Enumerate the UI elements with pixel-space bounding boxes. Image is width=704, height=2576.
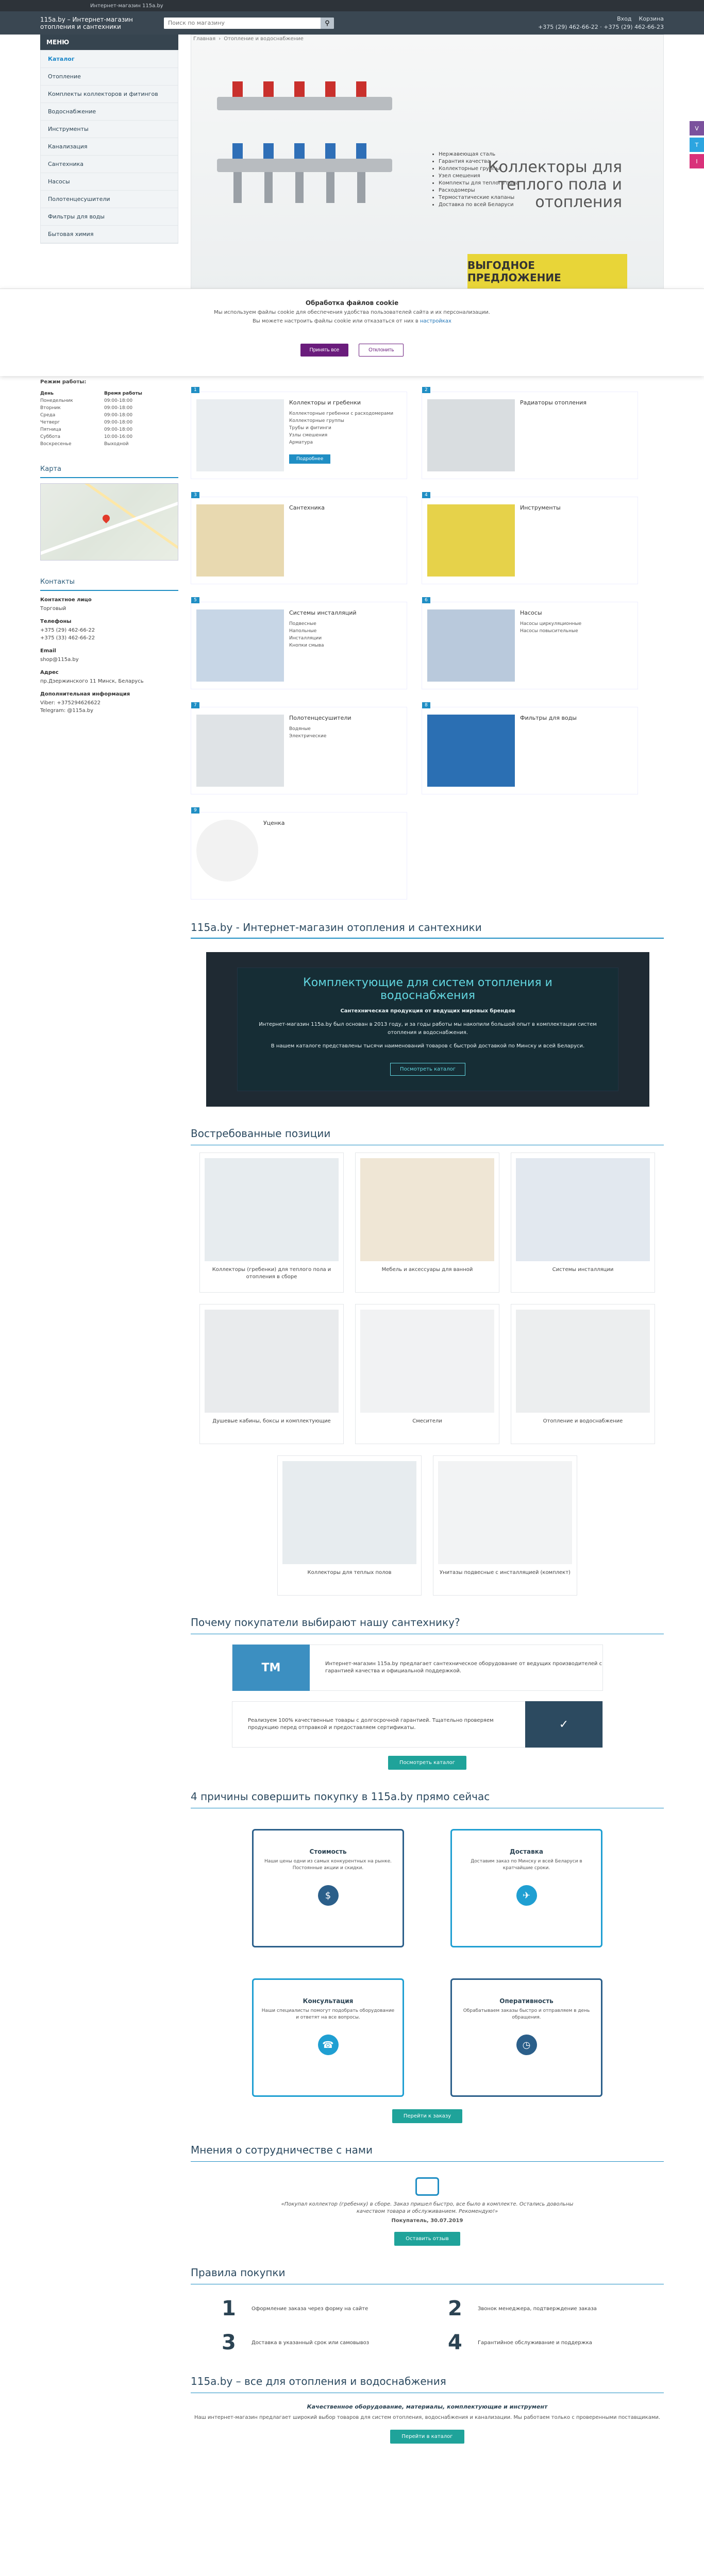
- product-feature[interactable]: Кнопки смыва: [289, 643, 324, 648]
- popular-label[interactable]: Унитазы подвесные с инсталляцией (комплект): [440, 1570, 571, 1575]
- cart-link[interactable]: Корзина: [639, 15, 664, 22]
- rule-number: 1: [222, 2297, 236, 2320]
- reason-title: Консультация: [303, 1997, 354, 2005]
- product-title[interactable]: Фильтры для воды: [520, 715, 577, 721]
- contacts-title: Контакты: [40, 574, 178, 591]
- product-card[interactable]: [191, 703, 407, 794]
- hours-day: Четверг: [40, 420, 60, 425]
- popular-item[interactable]: [355, 1153, 499, 1293]
- hours-time: 09:00-18:00: [104, 405, 133, 411]
- cookie-accept-button[interactable]: Принять все: [300, 344, 349, 357]
- popular-item[interactable]: [511, 1153, 655, 1293]
- product-feature[interactable]: Инсталляции: [289, 636, 322, 641]
- reasons-order-button[interactable]: Перейти к заказу: [392, 2109, 462, 2123]
- hours-table: [40, 390, 178, 448]
- sidebar-item-heating[interactable]: Отопление: [41, 68, 178, 86]
- product-number: 3: [191, 492, 199, 498]
- reason-text: Наши специалисты помогут подобрать оборудование и ответят на все вопросы.: [261, 2008, 395, 2020]
- reason-text: Наши цены одни из самых конкурентных на рынке. Постоянные акции и скидки.: [264, 1859, 392, 1871]
- product-title[interactable]: Коллекторы и гребенки: [289, 399, 361, 406]
- popular-image: [282, 1461, 416, 1564]
- rule-number: 4: [448, 2331, 462, 2354]
- hero-text-1: Интернет-магазин 115a.by был основан в 2013 году, и за годы работы мы накопили большой опыт в комплектации систем отопления и водоснабжения.: [259, 1022, 597, 1036]
- cookie-text: Мы используем файлы cookie для обеспечения удобства пользователей сайта и их персонализации.: [214, 310, 490, 315]
- why-catalog-button[interactable]: Посмотреть каталог: [388, 1756, 466, 1770]
- product-card[interactable]: [191, 598, 407, 689]
- product-title[interactable]: Инструменты: [520, 504, 561, 511]
- final-heading: Качественное оборудование, материалы, комплектующие и инструмент: [307, 2403, 548, 2410]
- rule-text: Гарантийное обслуживание и поддержка: [478, 2340, 592, 2346]
- product-feature[interactable]: Насосы повысительные: [520, 629, 578, 634]
- product-number: 1: [191, 387, 199, 393]
- rule-item: [448, 2297, 633, 2320]
- sidebar-item-towel[interactable]: Полотенцесушители: [41, 191, 178, 208]
- contacts-block: [40, 574, 178, 715]
- reason-title: Стоимость: [309, 1848, 347, 1855]
- menu-header[interactable]: МЕНЮ: [40, 35, 178, 50]
- map[interactable]: [40, 483, 178, 561]
- breadcrumb-separator: ›: [219, 36, 221, 42]
- speech-bubble-icon: [415, 2177, 439, 2196]
- sidebar-item-plumbing[interactable]: Сантехника: [41, 156, 178, 173]
- cookie-link-text: Вы можете настроить файлы cookie или отказаться от них в: [253, 318, 418, 324]
- phone-2[interactable]: +375 (33) 462-66-22: [40, 635, 95, 641]
- email-link[interactable]: shop@115a.by: [40, 657, 79, 663]
- header-phones[interactable]: +375 (29) 462-66-22 · +375 (29) 462-66-23: [538, 23, 664, 30]
- product-number: 5: [191, 597, 199, 603]
- viber-link[interactable]: Viber: +375294626622: [40, 700, 101, 706]
- product-number: 7: [191, 702, 199, 708]
- about-title: 115a.by - Интернет-магазин отопления и сантехники: [191, 917, 664, 939]
- product-feature[interactable]: Напольные: [289, 629, 317, 634]
- rule-number: 2: [448, 2297, 462, 2320]
- product-number: 9: [191, 807, 199, 814]
- address-label: Адрес: [40, 670, 59, 675]
- sidebar-item-kits[interactable]: Комплекты коллекторов и фитингов: [41, 86, 178, 103]
- header-right: [538, 15, 664, 31]
- sidebar-item-tools[interactable]: Инструменты: [41, 121, 178, 138]
- product-feature[interactable]: Арматура: [289, 440, 313, 445]
- hours-day: Понедельник: [40, 398, 73, 403]
- reason-text: Обрабатываем заказы быстро и отправляем в день обращения.: [463, 2008, 590, 2020]
- product-card[interactable]: [422, 703, 638, 794]
- map-pin-icon[interactable]: [101, 513, 111, 523]
- topbar: [0, 0, 704, 11]
- popular-item[interactable]: [433, 1455, 577, 1596]
- map-title: Карта: [40, 461, 178, 478]
- popular-item[interactable]: [199, 1153, 344, 1293]
- reason-card: [450, 1829, 602, 1947]
- reason-title: Оперативность: [499, 1997, 554, 2005]
- login-link[interactable]: Вход: [617, 15, 632, 22]
- rules-grid: [222, 2297, 633, 2354]
- reason-card: [252, 1978, 404, 2097]
- popular-label[interactable]: Коллекторы для теплых полов: [307, 1570, 392, 1575]
- popular-label[interactable]: Смесители: [412, 1418, 442, 1424]
- hours-time: 10:00-16:00: [104, 434, 133, 439]
- popular-label[interactable]: Отопление и водоснабжение: [543, 1418, 623, 1424]
- rule-item: [222, 2331, 407, 2354]
- product-feature[interactable]: Узлы смешения: [289, 433, 328, 438]
- product-image: [196, 504, 284, 577]
- why-card: [232, 1645, 603, 1691]
- product-card[interactable]: [191, 493, 407, 584]
- hours-title: Режим работы:: [40, 379, 87, 385]
- banner-feature: • Расходомеры: [439, 187, 519, 194]
- popular-image: [205, 1310, 339, 1413]
- review-block: [273, 2177, 582, 2246]
- about-hero: [206, 952, 649, 1107]
- breadcrumb-home[interactable]: Главная: [193, 36, 216, 42]
- product-image: [427, 399, 515, 471]
- rule-number: 3: [222, 2331, 236, 2354]
- category-list: [40, 50, 178, 244]
- product-card[interactable]: [422, 598, 638, 689]
- banner-feature: • Доставка по всей Беларуси: [439, 201, 519, 209]
- product-card[interactable]: [422, 387, 638, 479]
- product-card[interactable]: [422, 493, 638, 584]
- popular-item[interactable]: [511, 1304, 655, 1444]
- breadcrumb-current[interactable]: Отопление и водоснабжение: [224, 36, 304, 42]
- popular-image: [205, 1158, 339, 1261]
- contact-person: Торговый: [40, 606, 66, 612]
- rule-item: [222, 2297, 407, 2320]
- cookie-banner: [0, 289, 704, 376]
- search-input[interactable]: [164, 18, 321, 29]
- catalog-label[interactable]: Каталог: [41, 50, 178, 68]
- money-icon: $: [318, 1885, 339, 1906]
- product-card[interactable]: [191, 387, 407, 479]
- sidebar-item-water[interactable]: Водоснабжение: [41, 103, 178, 121]
- product-feature[interactable]: Коллекторные гребенки с расходомерами: [289, 411, 394, 416]
- product-number: 2: [422, 387, 430, 393]
- hero-text-2: В нашем каталоге представлены тысячи наименований товаров с быстрой доставкой по Минску и всей Беларуси.: [271, 1043, 585, 1049]
- product-title[interactable]: Радиаторы отопления: [520, 399, 586, 406]
- popular-grid: [191, 1153, 664, 1596]
- manifold-image: [207, 66, 403, 231]
- contact-person-label: Контактное лицо: [40, 597, 92, 603]
- product-image: [427, 715, 515, 787]
- hero-title: Комплектующие для систем отопления и водоснабжения: [303, 976, 552, 1002]
- tm-icon: TM: [232, 1645, 310, 1691]
- review-title: Мнения о сотрудничестве с нами: [191, 2139, 664, 2162]
- product-number: 6: [422, 597, 430, 603]
- product-title[interactable]: Насосы: [520, 609, 542, 616]
- product-image: [196, 820, 258, 882]
- hours-time: Выходной: [104, 442, 129, 447]
- topbar-left: Интернет-магазин 115a.by: [90, 3, 163, 9]
- popular-label[interactable]: Душевые кабины, боксы и комплектующие: [212, 1418, 331, 1424]
- hours-day: Вторник: [40, 405, 61, 411]
- hours-head-time: Время работы: [104, 391, 142, 396]
- popular-title: Востребованные позиции: [191, 1122, 664, 1145]
- search-button[interactable]: [321, 18, 334, 29]
- banner-offer-button[interactable]: ВЫГОДНОЕ ПРЕДЛОЖЕНИЕ: [467, 254, 627, 289]
- product-feature[interactable]: Насосы циркуляционные: [520, 621, 582, 626]
- final-title: 115a.by – все для отопления и водоснабжения: [191, 2370, 664, 2393]
- popular-image: [438, 1461, 572, 1564]
- reason-text: Доставим заказ по Минску и всей Беларуси в кратчайшие сроки.: [471, 1859, 582, 1871]
- hours-day: Воскресенье: [40, 442, 72, 447]
- reasons-grid: [252, 1829, 602, 2097]
- popular-item[interactable]: [277, 1455, 422, 1596]
- final-text: Наш интернет-магазин предлагает широкий выбор товаров для систем отопления, водоснабжения и канализации. Мы работаем только с проверенными поставщиками.: [194, 2415, 661, 2420]
- final-catalog-button[interactable]: Перейти в каталог: [390, 2430, 464, 2444]
- product-image: [196, 715, 284, 787]
- hours-day: Суббота: [40, 434, 60, 439]
- telegram-icon[interactable]: T: [690, 138, 704, 152]
- hours-day: Пятница: [40, 427, 61, 432]
- popular-image: [516, 1158, 650, 1261]
- banner-feature: • Гарантия качества: [439, 158, 519, 165]
- product-feature[interactable]: Электрические: [289, 734, 327, 739]
- product-image: [427, 504, 515, 577]
- viber-icon[interactable]: V: [690, 121, 704, 135]
- sidebar-item-filters[interactable]: Фильтры для воды: [41, 208, 178, 226]
- cookie-decline-button[interactable]: Отклонить: [359, 344, 404, 357]
- extra-label: Дополнительная информация: [40, 691, 130, 697]
- product-feature[interactable]: Трубы и фитинги: [289, 426, 331, 431]
- email-label: Email: [40, 648, 56, 654]
- why-text-2: Реализуем 100% качественные товары с долгосрочной гарантией. Тщательно проверяем продукцию перед отправкой и предоставляем сертификаты.: [248, 1718, 494, 1731]
- telegram-link[interactable]: Telegram: @115a.by: [40, 708, 94, 714]
- banner-feature: • Коллекторные группы: [439, 165, 519, 173]
- final-block: [191, 2403, 664, 2444]
- main: [191, 35, 664, 292]
- popular-image: [360, 1310, 494, 1413]
- product-title[interactable]: Уценка: [263, 820, 285, 826]
- popular-item[interactable]: [355, 1304, 499, 1444]
- rule-text: Звонок менеджера, подтверждение заказа: [478, 2306, 597, 2312]
- product-more-button[interactable]: Подробнее: [289, 454, 330, 464]
- banner-feature: • Комплекты для теплого пола: [439, 180, 519, 187]
- cookie-settings-link[interactable]: настройках: [420, 318, 451, 324]
- hero-catalog-button[interactable]: Посмотреть каталог: [390, 1063, 465, 1076]
- search-box: [164, 18, 334, 29]
- reason-card: [252, 1829, 404, 1947]
- header: [0, 11, 704, 35]
- product-card[interactable]: [191, 808, 407, 900]
- product-image: [196, 399, 284, 471]
- product-feature[interactable]: Коллекторные группы: [289, 418, 344, 423]
- product-feature[interactable]: Водяные: [289, 726, 311, 732]
- review-button[interactable]: Оставить отзыв: [394, 2232, 460, 2246]
- shield-icon: ✓: [525, 1701, 602, 1748]
- social-bar: [690, 121, 704, 171]
- rule-item: [448, 2331, 633, 2354]
- phones-label: Телефоны: [40, 619, 72, 624]
- reason-title: Доставка: [510, 1848, 543, 1855]
- clock-icon: ◷: [516, 2035, 537, 2055]
- product-grid: [191, 387, 664, 2444]
- banner-title: Коллекторы для теплого пола и отопления: [488, 158, 622, 211]
- product-title[interactable]: Полотенцесушители: [289, 715, 351, 721]
- product-title[interactable]: Системы инсталляций: [289, 609, 357, 616]
- search-icon: ⚲: [325, 19, 330, 27]
- breadcrumb: [193, 36, 304, 42]
- popular-label[interactable]: Коллекторы (гребенки) для теплого пола и отопления в сборе: [212, 1267, 331, 1280]
- rule-text: Доставка в указанный срок или самовывоз: [252, 2340, 370, 2346]
- banner-feature: • Термостатические клапаны: [439, 194, 519, 201]
- instagram-icon[interactable]: I: [690, 154, 704, 168]
- hero-banner[interactable]: [191, 35, 664, 292]
- rules-title: Правила покупки: [191, 2261, 664, 2284]
- cookie-title: Обработка файлов cookie: [305, 299, 399, 307]
- hours-time: 09:00-18:00: [104, 427, 133, 432]
- hours-time: 09:00-18:00: [104, 413, 133, 418]
- product-image: [427, 609, 515, 682]
- hours-head-day: День: [40, 391, 54, 396]
- popular-item[interactable]: [199, 1304, 344, 1444]
- banner-feature: • Нержавеющая сталь: [439, 151, 519, 158]
- sidebar-item-sewer[interactable]: Канализация: [41, 138, 178, 156]
- phone-1[interactable]: +375 (29) 462-66-22: [40, 628, 95, 633]
- popular-label[interactable]: Системы инсталляции: [552, 1267, 614, 1273]
- product-image: [196, 609, 284, 682]
- reason-card: [450, 1978, 602, 2097]
- map-block: [40, 461, 178, 561]
- banner-feature: • Узел смешения: [439, 173, 519, 180]
- truck-icon: ✈: [516, 1885, 537, 1906]
- popular-label[interactable]: Мебель и аксессуары для ванной: [381, 1267, 473, 1273]
- sidebar-item-pumps[interactable]: Насосы: [41, 173, 178, 191]
- rule-text: Оформление заказа через форму на сайте: [252, 2306, 368, 2312]
- product-title[interactable]: Сантехника: [289, 504, 325, 511]
- logo[interactable]: 115a.by – Интернет-магазин отопления и сантехники: [40, 15, 133, 30]
- address: пр.Дзержинского 11 Минск, Беларусь: [40, 679, 144, 684]
- hours-day: Среда: [40, 413, 56, 418]
- reasons-title: 4 причины совершить покупку в 115a.by прямо сейчас: [191, 1785, 664, 1808]
- review-author: Покупатель, 30.07.2019: [391, 2218, 463, 2224]
- product-number: 8: [422, 702, 430, 708]
- hours-time: 09:00-18:00: [104, 398, 133, 403]
- hours-time: 09:00-18:00: [104, 420, 133, 425]
- review-text: «Покупал коллектор (гребенку) в сборе. Заказ пришел быстро, все было в комплекте. Остались довольны качеством товара и обслуживанием. Рекомендую!»: [281, 2201, 574, 2214]
- why-title: Почему покупатели выбирают нашу сантехнику?: [191, 1611, 664, 1634]
- hero-subtitle: Сантехническая продукция от ведущих мировых брендов: [340, 1008, 515, 1014]
- popular-image: [360, 1158, 494, 1261]
- popular-image: [516, 1310, 650, 1413]
- why-card: [232, 1701, 603, 1748]
- why-text-1: Интернет-магазин 115a.by предлагает сантехническое оборудование от ведущих производителей с гарантией качества и официальной поддержкой.: [325, 1661, 602, 1674]
- product-feature[interactable]: Подвесные: [289, 621, 316, 626]
- chat-icon: ☎: [318, 2035, 339, 2055]
- sidebar-item-chem[interactable]: Бытовая химия: [41, 226, 178, 243]
- product-number: 4: [422, 492, 430, 498]
